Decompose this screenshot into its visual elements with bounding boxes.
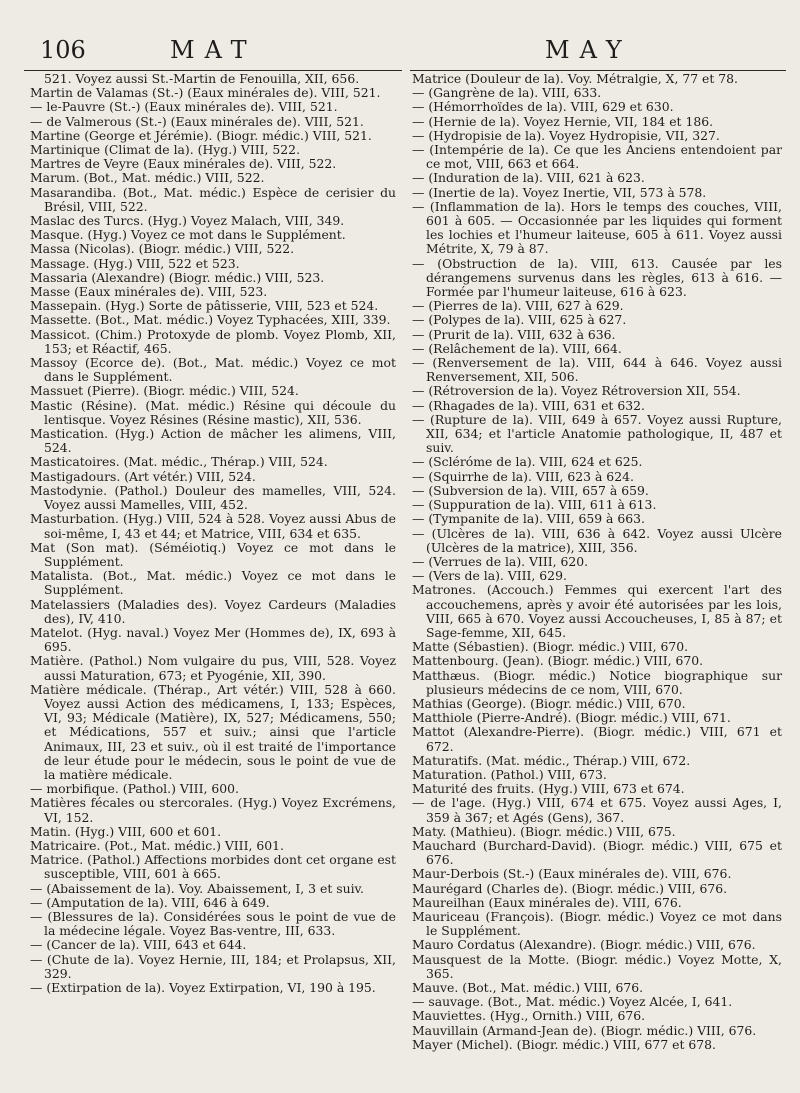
index-entry: Mat (Son mat). (Séméiotiq.) Voyez ce mot dans le Supplément. [30, 539, 396, 569]
index-entry: — (Hernie de la). Voyez Hernie, VII, 184 et 186. [412, 113, 714, 129]
index-entry: — (Amputation de la). VIII, 646 à 649. [30, 894, 270, 910]
index-entry: Masticatoires. (Mat. médic., Thérap.) VIII, 524. [30, 454, 328, 470]
index-entry: Matrones. (Accouch.) Femmes qui exercent l'art des accouchemens, après y avoir été autorisées par les lois, VIII, 665 à 670. Voyez aussi Accoucheuses, I, 85 à 87; et Sage-femme, XII, 645. [412, 582, 782, 640]
index-entry: Mathias (George). (Biogr. médic.) VIII, 670. [412, 695, 686, 711]
index-entry: Martres de Veyre (Eaux minérales de). VIII, 522. [30, 156, 337, 172]
index-entry: — (Polypes de la). VIII, 625 à 627. [412, 312, 627, 328]
index-entry: Maturation. (Pathol.) VIII, 673. [412, 766, 607, 782]
index-entry: Massette. (Bot., Mat. médic.) Voyez Typhacées, XIII, 339. [30, 312, 391, 328]
index-entry: Matte (Sébastien). (Biogr. médic.) VIII, 670. [412, 639, 689, 655]
index-entry: Matière médicale. (Thérap., Art vétér.) VIII, 528 à 660. Voyez aussi Action des médicamens, I, 133; Espèces, VI, 93; Médicale (Matière), IX, 527; Médicamens, 550; et Médications, 557 et suiv.; ainsi que l'article Animaux, III, 23 et suiv., où il est traité de l'importance de leur étude pour le médecin, sous le point de vue de la matière médicale. [30, 681, 396, 782]
index-entry: — (Subversion de la). VIII, 657 à 659. [412, 482, 649, 498]
index-entry: — (Suppuration de la). VIII, 611 à 613. [412, 497, 657, 513]
index-entry: — (Squirrhe de la). VIII, 623 à 624. [412, 468, 634, 484]
index-entry: — (Renversement de la). VIII, 644 à 646. Voyez aussi Renversement, XII, 506. [412, 355, 782, 385]
index-entry: — de Valmerous (St.-) (Eaux minérales de). VIII, 521. [30, 113, 364, 129]
index-entry: — (Inflammation de la). Hors le temps des couches, VIII, 601 à 605. — Occasionnée par les liquides qui forment les lochies et l'humeur laiteuse, 605 à 611. Voyez aussi Métrite, X, 79 à 87. [412, 198, 782, 257]
index-entry: — (Extirpation de la). Voyez Extirpation, VI, 190 à 195. [30, 980, 376, 995]
index-entry: Matthiole (Pierre-André). (Biogr. médic.) VIII, 671. [412, 710, 731, 726]
index-entry: Martin de Valamas (St.-) (Eaux minérales de). VIII, 521. [30, 85, 381, 101]
index-entry: Matière. (Pathol.) Nom vulgaire du pus, VIII, 528. Voyez aussi Maturation, 673; et Pyogénie, XII, 390. [30, 653, 396, 683]
index-entry: Matricaire. (Pot., Mat. médic.) VIII, 601. [30, 837, 284, 853]
index-entry: Massepain. (Hyg.) Sorte de pâtisserie, VIII, 523 et 524. [30, 298, 379, 314]
index-entry: Matelassiers (Maladies des). Voyez Cardeurs (Maladies des), IV, 410. [30, 596, 396, 626]
index-entry: — (Rupture de la). VIII, 649 à 657. Voyez aussi Rupture, XII, 634; et l'article Anatomie pathologique, II, 487 et suiv. [412, 411, 782, 456]
index-entry: Mastigadours. (Art vétér.) VIII, 524. [30, 468, 256, 484]
running-head-left: MAT [170, 36, 257, 64]
right-column [412, 72, 782, 1052]
index-entry: — (Pierres de la). VIII, 627 à 629. [412, 298, 624, 314]
index-entry: Mauvillain (Armand-Jean de). (Biogr. médic.) VIII, 676. [412, 1022, 757, 1038]
index-entry: — (Vers de la). VIII, 629. [412, 568, 567, 584]
index-entry: — (Verrues de la). VIII, 620. [412, 553, 589, 569]
index-entry: Massa (Nicolas). (Biogr. médic.) VIII, 522. [30, 241, 295, 257]
index-entry: Mauve. (Bot., Mat. médic.) VIII, 676. [412, 980, 644, 995]
page-number: 106 [40, 36, 86, 64]
index-entry: Maslac des Turcs. (Hyg.) Voyez Malach, VIII, 349. [30, 213, 345, 229]
index-entry: Maur-Derbois (St.-) (Eaux minérales de). VIII, 676. [412, 866, 732, 882]
index-entry: Massaria (Alexandre) (Biogr. médic.) VIII, 523. [30, 269, 325, 285]
index-entry: Martinique (Climat de la). (Hyg.) VIII, 522. [30, 142, 301, 158]
index-entry: Massuet (Pierre). (Biogr. médic.) VIII, 524. [30, 383, 299, 399]
index-entry: — (Obstruction de la). VIII, 613. Causée par les dérangemens survenus dans les règles, 613 à 616. — Formée par l'humeur laiteuse, 616 à 623. [412, 255, 782, 300]
index-entry: Maureilhan (Eaux minérales de). VIII, 676. [412, 894, 682, 910]
index-entry: — (Abaissement de la). Voy. Abaissement, I, 3 et suiv. [30, 880, 364, 896]
index-entry: — (Prurit de la). VIII, 632 à 636. [412, 326, 616, 342]
index-entry: Mauro Cordatus (Alexandre). (Biogr. médic.) VIII, 676. [412, 937, 756, 953]
index-entry: Marum. (Bot., Mat. médic.) VIII, 522. [30, 170, 265, 186]
index-entry: Mattenbourg. (Jean). (Biogr. médic.) VIII, 670. [412, 653, 704, 669]
index-entry: — (Blessures de la). Considérées sous le point de vue de la médecine légale. Voyez Bas-ventre, III, 633. [30, 908, 396, 939]
index-entry: Maurégard (Charles de). (Biogr. médic.) VIII, 676. [412, 880, 728, 896]
index-entry: — (Intempérie de la). Ce que les Anciens entendoient par ce mot, VIII, 663 et 664. [412, 142, 782, 172]
index-entry: Matrice. (Pathol.) Affections morbides dont cet organe est susceptible, VIII, 601 à 665. [30, 852, 396, 882]
index-entry: — (Rhagades de la). VIII, 631 et 632. [412, 397, 645, 413]
index-entry: Massage. (Hyg.) VIII, 522 et 523. [30, 255, 240, 271]
index-entry: Mastodynie. (Pathol.) Douleur des mamelles, VIII, 524. Voyez aussi Mamelles, VIII, 452. [30, 482, 396, 513]
index-entry: Maturité des fruits. (Hyg.) VIII, 673 et 674. [412, 781, 685, 797]
index-entry: Mausquest de la Motte. (Biogr. médic.) Voyez Motte, X, 365. [412, 951, 782, 981]
index-entry: Masturbation. (Hyg.) VIII, 524 à 528. Voyez aussi Abus de soi-même, I, 43 et 44; et Matrice, VIII, 634 et 635. [30, 511, 396, 541]
index-entry: — (Hémorrhoïdes de la). VIII, 629 et 630. [412, 99, 674, 115]
index-entry: — (Gangrène de la). VIII, 633. [412, 85, 602, 101]
index-entry: — (Induration de la). VIII, 621 à 623. [412, 170, 645, 186]
index-entry: Matelot. (Hyg. naval.) Voyez Mer (Hommes de), IX, 693 à 695. [30, 624, 396, 655]
index-entry: — (Rétroversion de la). Voyez Rétroversion XII, 554. [412, 383, 741, 399]
index-entry: Mauchard (Burchard-David). (Biogr. médic.) VIII, 675 et 676. [412, 837, 782, 868]
index-entry: Masarandiba. (Bot., Mat. médic.) Espèce de cerisier du Brésil, VIII, 522. [30, 184, 396, 214]
index-entry: Matalista. (Bot., Mat. médic.) Voyez ce mot dans le Supplément. [30, 568, 396, 598]
index-entry: Massicot. (Chim.) Protoxyde de plomb. Voyez Plomb, XII, 153; et Réactif, 465. [30, 326, 396, 356]
index-entry: Maty. (Mathieu). (Biogr. médic.) VIII, 675. [412, 823, 676, 839]
index-entry: — (Chute de la). Voyez Hernie, III, 184; et Prolapsus, XII, 329. [30, 951, 396, 981]
index-entry: — (Relâchement de la). VIII, 664. [412, 340, 622, 356]
index-entry: Masse (Eaux minérales de). VIII, 523. [30, 284, 268, 300]
index-entry: Matthæus. (Biogr. médic.) Notice biographique sur plusieurs médecins de ce nom, VIII, 670. [412, 667, 782, 697]
index-entry: — morbifique. (Pathol.) VIII, 600. [30, 781, 239, 797]
index-entry: — sauvage. (Bot., Mat. médic.) Voyez Alcée, I, 641. [412, 994, 733, 1010]
index-entry: Matrice (Douleur de la). Voy. Métralgie, X, 77 et 78. [412, 71, 738, 86]
index-entry: 521. Voyez aussi St.-Martin de Fenouilla, XII, 656. [44, 71, 360, 86]
index-entry: Massoy (Ecorce de). (Bot., Mat. médic.) Voyez ce mot dans le Supplément. [30, 355, 396, 385]
index-entry: Masque. (Hyg.) Voyez ce mot dans le Supplément. [30, 227, 346, 243]
index-entry: Mattot (Alexandre-Pierre). (Biogr. médic.) VIII, 671 et 672. [412, 724, 782, 754]
index-entry: Mayer (Michel). (Biogr. médic.) VIII, 677 et 678. [412, 1036, 716, 1052]
index-entry: — (Ulcères de la). VIII, 636 à 642. Voyez aussi Ulcère (Ulcères de la matrice), XIII, 356. [412, 525, 782, 555]
index-entry: — (Cancer de la). VIII, 643 et 644. [30, 937, 247, 953]
index-entry: — (Tympanite de la). VIII, 659 à 663. [412, 511, 645, 527]
index-entry: Matin. (Hyg.) VIII, 600 et 601. [30, 823, 222, 839]
left-column [30, 72, 396, 995]
index-entry: — de l'age. (Hyg.) VIII, 674 et 675. Voyez aussi Ages, I, 359 à 367; et Agés (Gens), 367. [412, 795, 782, 825]
index-entry: Matières fécales ou stercorales. (Hyg.) Voyez Excrémens, VI, 152. [30, 795, 396, 825]
index-entry: — (Scléróme de la). VIII, 624 et 625. [412, 454, 643, 470]
index-entry: Mastic (Résine). (Mat. médic.) Résine qui découle du lentisque. Voyez Résines (Résine mastic), XII, 536. [30, 397, 396, 427]
page-header [0, 36, 800, 70]
index-entry: Maturatifs. (Mat. médic., Thérap.) VIII, 672. [412, 752, 691, 768]
running-head-right: MAY [545, 36, 632, 64]
index-entry: Mauviettes. (Hyg., Ornith.) VIII, 676. [412, 1008, 646, 1024]
index-entry: — (Hydropisie de la). Voyez Hydropisie, VII, 327. [412, 127, 720, 143]
index-entry: Mauriceau (François). (Biogr. médic.) Voyez ce mot dans le Supplément. [412, 908, 782, 939]
index-entry: — (Inertie de la). Voyez Inertie, VII, 573 à 578. [412, 184, 707, 200]
index-entry: — le-Pauvre (St.-) (Eaux minérales de). VIII, 521. [30, 99, 338, 115]
index-entry: Martine (George et Jérémie). (Biogr. médic.) VIII, 521. [30, 127, 372, 143]
index-entry: Mastication. (Hyg.) Action de mâcher les alimens, VIII, 524. [30, 426, 396, 456]
